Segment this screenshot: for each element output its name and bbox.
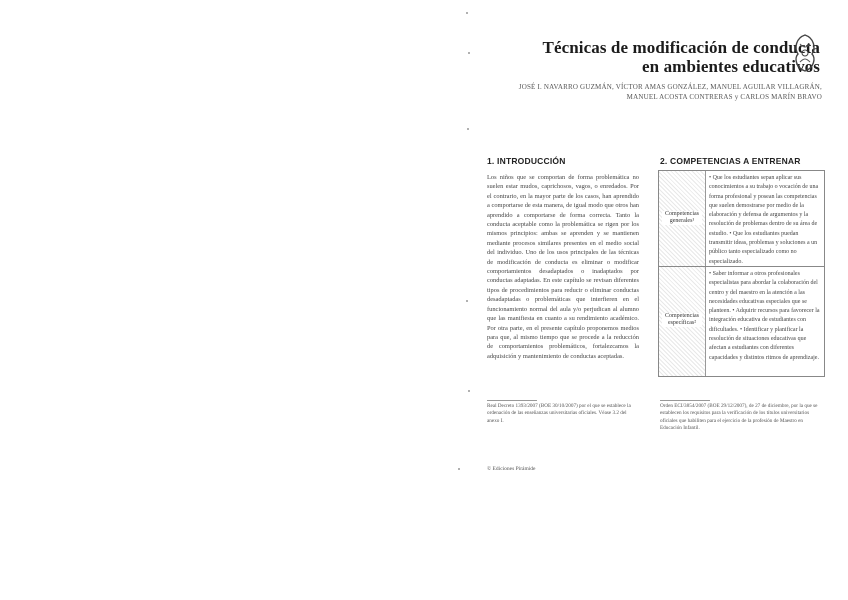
competencies-label: Competencias generales¹ bbox=[662, 211, 702, 225]
author-list-line-2: MANUEL ACOSTA CONTRERAS y CARLOS MARÍN BRAVO bbox=[626, 93, 822, 101]
footnote-divider bbox=[660, 400, 710, 401]
competencies-table bbox=[658, 170, 825, 377]
footnote-left: Real Decreto 1393/2007 (BOE 30/10/2007) por el que se establece la ordenación de las enseñanzas universitarias oficiales. Véase 3.2 del anexo I. bbox=[487, 403, 631, 424]
scan-mark bbox=[466, 300, 468, 302]
section-heading-competencias: 2. COMPETENCIAS A ENTRENAR bbox=[660, 156, 801, 166]
author-list bbox=[470, 82, 822, 102]
scan-mark bbox=[468, 390, 470, 392]
author-list-line-1: JOSÉ I. NAVARRO GUZMÁN, VÍCTOR AMAS GONZÁLEZ, MANUEL AGUILAR VILLAGRÁN, bbox=[518, 83, 822, 91]
footnote-right: Orden ECI/3854/2007 (BOE 29/12/2007), de 27 de diciembre, por la que se establecen los requisitos para la verificación de los títulos universitarios oficiales que habiliten para el ejercicio de la profesión de Maestro en Educación Infantil. bbox=[660, 403, 818, 432]
chapter-emblem-icon bbox=[790, 32, 820, 74]
competencies-label: Competencias específicas² bbox=[662, 313, 702, 327]
competencies-row-specific bbox=[659, 267, 824, 376]
chapter-title-line-2: en ambientes educativos bbox=[642, 57, 820, 76]
scan-mark bbox=[467, 128, 469, 130]
scan-mark bbox=[468, 52, 470, 54]
chapter-title bbox=[470, 38, 820, 76]
publisher-mark: © Ediciones Pirámide bbox=[487, 466, 536, 472]
competencies-label-cell bbox=[659, 267, 706, 376]
scan-mark bbox=[458, 468, 460, 470]
competencies-row-general bbox=[659, 171, 824, 267]
competencies-label-cell bbox=[659, 171, 706, 266]
scan-mark bbox=[466, 12, 468, 14]
competencies-text: • Saber informar a otros profesionales especialistas para abordar la colaboración del centro y del maestro en la atención a las necesidades educativas especiales que se planteen. • Adquirir recursos para favorecer la integración educativa de estudiantes con dificultades. • Identificar y planificar la resolución de situaciones educativas que afectan a estudiantes con diferentes capacidades y distintos ritmos de aprendizaje. bbox=[709, 271, 820, 361]
introduction-paragraph: Los niños que se comportan de forma problemática no suelen estar mudos, caprichosos, vagos, o enredados. Por el contrario, en la mayor parte de los casos, han aprendido a comportarse de esta manera, de igual modo que otros han aprendido a comportarse de forma correcta. Tanto la conducta aceptable como la problemática se rigen por los mismos principios: ambas se aprenden y se mantienen mediante procesos similares presentes en el medio social del individuo. Uno de los usos principales de las técnicas de modificación de conducta es eliminar o modificar comportamientos desadaptados o inadaptados por conductas adaptadas. En este capítulo se revisan diferentes tipos de procedimientos para reducir o eliminar conductas desadaptadas o problemáticas que interfieren en el funcionamiento normal del aula y/o perjudican al alumno que las manifiesta en cuanto a su rendimiento académico. Por otra parte, en el presente capítulo proponemos medios para que, al mismo tiempo que se procede a la reducción de comportamientos problemáticos, fortalezcamos la adquisición y mantenimiento de conductas aceptadas. bbox=[487, 174, 639, 360]
footnote-divider bbox=[487, 400, 537, 401]
competencies-text: • Que los estudiantes sepan aplicar sus conocimientos a su trabajo o vocación de una forma profesional y posean las competencias que suelen demostrarse por medio de la elaboración y defensa de argumentos y la resolución de problemas dentro de su área de estudio. • Que los estudiantes puedan transmitir ideas, problemas y soluciones a un público tanto especializado como no especializado. bbox=[709, 175, 819, 265]
chapter-title-line-1: Técnicas de modificación de conducta bbox=[542, 38, 820, 57]
section-heading-introduccion: 1. INTRODUCCIÓN bbox=[487, 156, 566, 166]
